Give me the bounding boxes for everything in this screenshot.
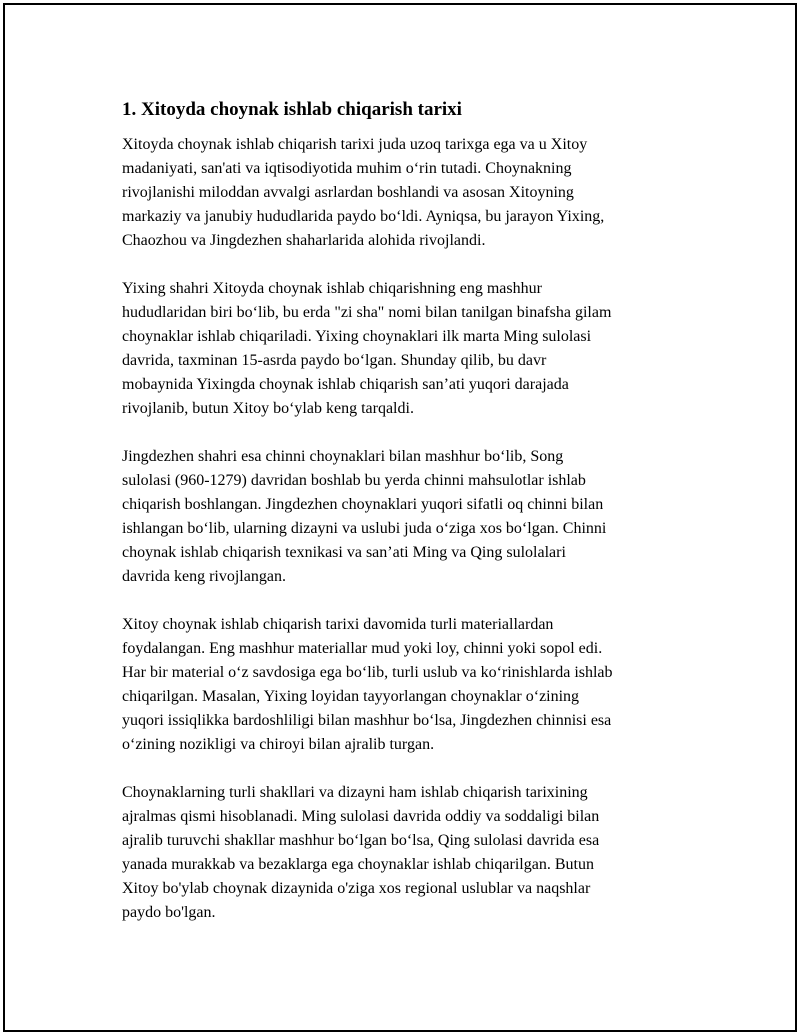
paragraph-line: paydo bo'lgan.: [122, 904, 216, 921]
paragraph-line: markaziy va janubiy hududlarida paydo boʻldi. Ayniqsa, bu jarayon Yixing,: [122, 208, 605, 225]
paragraph-line: oʻzining nozikligi va chiroyi bilan ajralib turgan.: [122, 736, 435, 753]
paragraph-2: [122, 277, 692, 421]
paragraph-line: rivojlanishi miloddan avvalgi asrlardan boshlandi va asosan Xitoyning: [122, 184, 574, 201]
paragraph-line: Xitoyda choynak ishlab chiqarish tarixi juda uzoq tarixga ega va u Xitoy: [122, 136, 588, 153]
paragraph-3: [122, 445, 692, 589]
paragraph-5: [122, 781, 692, 925]
section-heading: 1. Xitoyda choynak ishlab chiqarish tarixi: [122, 99, 462, 120]
paragraph-line: Yixing shahri Xitoyda choynak ishlab chiqarishning eng mashhur: [122, 280, 542, 297]
paragraph-line: ajralmas qismi hisoblanadi. Ming sulolasi davrida oddiy va soddaligi bilan: [122, 808, 600, 825]
paragraph-line: rivojlanib, butun Xitoy boʻylab keng tarqaldi.: [122, 400, 414, 417]
paragraph-line: yuqori issiqlikka bardoshliligi bilan mashhur boʻlsa, Jingdezhen chinnisi esa: [122, 712, 612, 729]
paragraph-line: Har bir material oʻz savdosiga ega boʻlib, turli uslub va koʻrinishlarda ishlab: [122, 664, 613, 681]
paragraph-line: chiqarish boshlangan. Jingdezhen choynaklari yuqori sifatli oq chinni bilan: [122, 496, 604, 513]
paragraph-line: mobaynida Yixingda choynak ishlab chiqarish san’ati yuqori darajada: [122, 376, 569, 393]
paragraph-line: chiqarilgan. Masalan, Yixing loyidan tayyorlangan choynaklar oʻzining: [122, 688, 580, 705]
paragraph-line: davrida keng rivojlangan.: [122, 568, 286, 585]
paragraph-line: Choynaklarning turli shakllari va dizayni ham ishlab chiqarish tarixining: [122, 784, 588, 801]
paragraph-line: ajralib turuvchi shakllar mashhur boʻlgan boʻlsa, Qing sulolasi davrida esa: [122, 832, 600, 849]
paragraph-line: madaniyati, san'ati va iqtisodiyotida muhim oʻrin tutadi. Choynakning: [122, 160, 572, 177]
paragraph-line: sulolasi (960-1279) davridan boshlab bu yerda chinni mahsulotlar ishlab: [122, 472, 586, 489]
paragraph-line: yanada murakkab va bezaklarga ega choynaklar ishlab chiqarilgan. Butun: [122, 856, 594, 873]
paragraph-line: Xitoy bo'ylab choynak dizaynida o'ziga xos regional uslublar va naqshlar: [122, 880, 591, 897]
paragraph-line: Xitoy choynak ishlab chiqarish tarixi davomida turli materiallardan: [122, 616, 554, 633]
document-body: [122, 97, 692, 949]
paragraph-line: Jingdezhen shahri esa chinni choynaklari bilan mashhur boʻlib, Song: [122, 448, 564, 465]
paragraph-line: choynak ishlab chiqarish texnikasi va san’ati Ming va Qing sulolalari: [122, 544, 566, 561]
paragraph-line: ishlangan boʻlib, ularning dizayni va uslubi juda oʻziga xos boʻlgan. Chinni: [122, 520, 607, 537]
paragraph-1: [122, 133, 692, 253]
paragraph-line: choynaklar ishlab chiqariladi. Yixing choynaklari ilk marta Ming sulolasi: [122, 328, 592, 345]
paragraph-line: foydalangan. Eng mashhur materiallar mud yoki loy, chinni yoki sopol edi.: [122, 640, 603, 657]
paragraph-4: [122, 613, 692, 757]
paragraph-line: Chaozhou va Jingdezhen shaharlarida alohida rivojlandi.: [122, 232, 486, 249]
document-page: [3, 3, 797, 1032]
paragraph-line: davrida, taxminan 15-asrda paydo boʻlgan. Shunday qilib, bu davr: [122, 352, 547, 369]
paragraph-line: hududlaridan biri boʻlib, bu erda "zi sha" nomi bilan tanilgan binafsha gilam: [122, 304, 612, 321]
